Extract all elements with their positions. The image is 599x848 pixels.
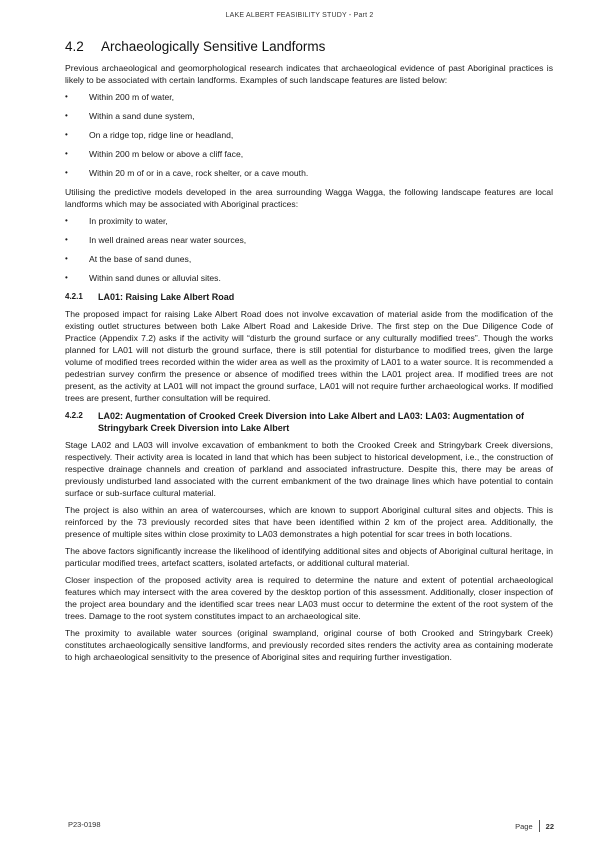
running-header: LAKE ALBERT FEASIBILITY STUDY - Part 2 xyxy=(225,12,374,19)
page-number: 22 xyxy=(545,821,554,831)
landform-list xyxy=(65,91,553,179)
list-item: • Within a sand dune system, xyxy=(65,110,553,122)
page-label: Page xyxy=(515,821,533,831)
page-indicator xyxy=(515,820,554,832)
subsection-title: LA01: Raising Lake Albert Road xyxy=(98,292,235,302)
subsection-number: 4.2.2 xyxy=(65,411,83,420)
section-number: 4.2 xyxy=(65,39,84,54)
section-heading xyxy=(65,38,553,56)
local-landform-list xyxy=(65,215,553,284)
list-item: • Within 200 m below or above a cliff face, xyxy=(65,148,553,160)
la02-paragraph-1: Stage LA02 and LA03 will involve excavation of embankment to both the Crooked Creek and Stringybark Creek diversions, respectively. Their activity area is located in land that which has been subject to historical development, i.e., the construction of respective drainage channels and creation of parkland and associated infrastructure. Despite this, there may be areas of previously undisturbed land associated with the current embankment of the two drainage lines which have potential to contain surface or sub-surface cultural material. xyxy=(65,440,553,498)
la02-paragraph-5: The proximity to available water sources (original swampland, original course of both Crooked and Stringybark Creek) constitutes archaeologically sensitive landforms, and previously recorded sites renders the activity area as containing moderate to high archaeological sensitivity to the presence of Aboriginal sites and requiring further investigation. xyxy=(65,628,553,662)
la02-paragraph-3: The above factors significantly increase the likelihood of identifying additional sites and objects of Aboriginal cultural heritage, in particular modified trees, artefact scatters, isolated artefacts, or additional cultural material. xyxy=(65,546,553,568)
la01-paragraph: The proposed impact for raising Lake Albert Road does not involve excavation of material aside from the modification of the existing outlet structures between both Lake Albert Road and Lakeside Drive. The first step on the Due Diligence Code of Practice (Appendix 7.2) asks if the activity will “disturb the ground surface or any culturally modified trees”. Though the works planned for LA01 will not disturb the ground surface, there is still potential for disturbance to modified trees, given the large volume of modified trees recorded within the wider area as well as the proximity of LA01 to a water source. It is recommended a pedestrian survey confirm the presence or absence of modified trees within the LA01 project area. If modified trees are not present, as the activity at LA01 will not impact the ground surface, LA01 will not require further archaeological works. If modified trees are present, further consultation will be required. xyxy=(65,309,553,403)
subsection-heading-la02-la03 xyxy=(65,410,553,434)
section-title: Archaeologically Sensitive Landforms xyxy=(101,39,326,54)
list-item: • At the base of sand dunes, xyxy=(65,253,553,265)
page-content xyxy=(65,38,553,668)
la02-paragraph-2: The project is also within an area of watercourses, which are known to support Aboriginal cultural sites and objects. This is reinforced by the 73 previously recorded sites that have been identified within 2 km of the project area. Additionally, the presence of multiple sites within close proximity to LA03 demonstrates a high potential for scar trees in both locations. xyxy=(65,505,553,539)
list-item: • On a ridge top, ridge line or headland, xyxy=(65,129,553,141)
list-item: • In proximity to water, xyxy=(65,215,553,227)
utilising-paragraph: Utilising the predictive models developed in the area surrounding Wagga Wagga, the following landscape features are local landforms which may be associated with Aboriginal practices: xyxy=(65,187,553,209)
intro-paragraph: Previous archaeological and geomorphological research indicates that archaeological evidence of past Aboriginal practices is likely to be associated with certain landforms. Examples of such landscape features are listed below: xyxy=(65,63,553,85)
list-item: • Within 20 m of or in a cave, rock shelter, or a cave mouth. xyxy=(65,167,553,179)
subsection-number: 4.2.1 xyxy=(65,292,83,301)
document-reference: P23-0198 xyxy=(68,820,101,829)
list-item: • Within sand dunes or alluvial sites. xyxy=(65,272,553,284)
footer-divider xyxy=(539,820,540,832)
la02-paragraph-4: Closer inspection of the proposed activity area is required to determine the nature and extent of potential archaeological features which may intersect with the area covered by the desktop portion of this assessment. Additionally, closer inspection of the project area boundary and the identified scar trees near LA03 must occur to determine the extent of the root system of the trees. Damage to the root system constitutes impact to an archaeological site. xyxy=(65,575,553,621)
subsection-title: LA02: Augmentation of Crooked Creek Diversion into Lake Albert and LA03: LA03: Augmentation of Stringybark Creek Diversion into Lake Albert xyxy=(98,411,525,433)
list-item: • In well drained areas near water sources, xyxy=(65,234,553,246)
subsection-heading-la01 xyxy=(65,291,553,303)
page-footer xyxy=(68,820,554,832)
list-item: • Within 200 m of water, xyxy=(65,91,553,103)
